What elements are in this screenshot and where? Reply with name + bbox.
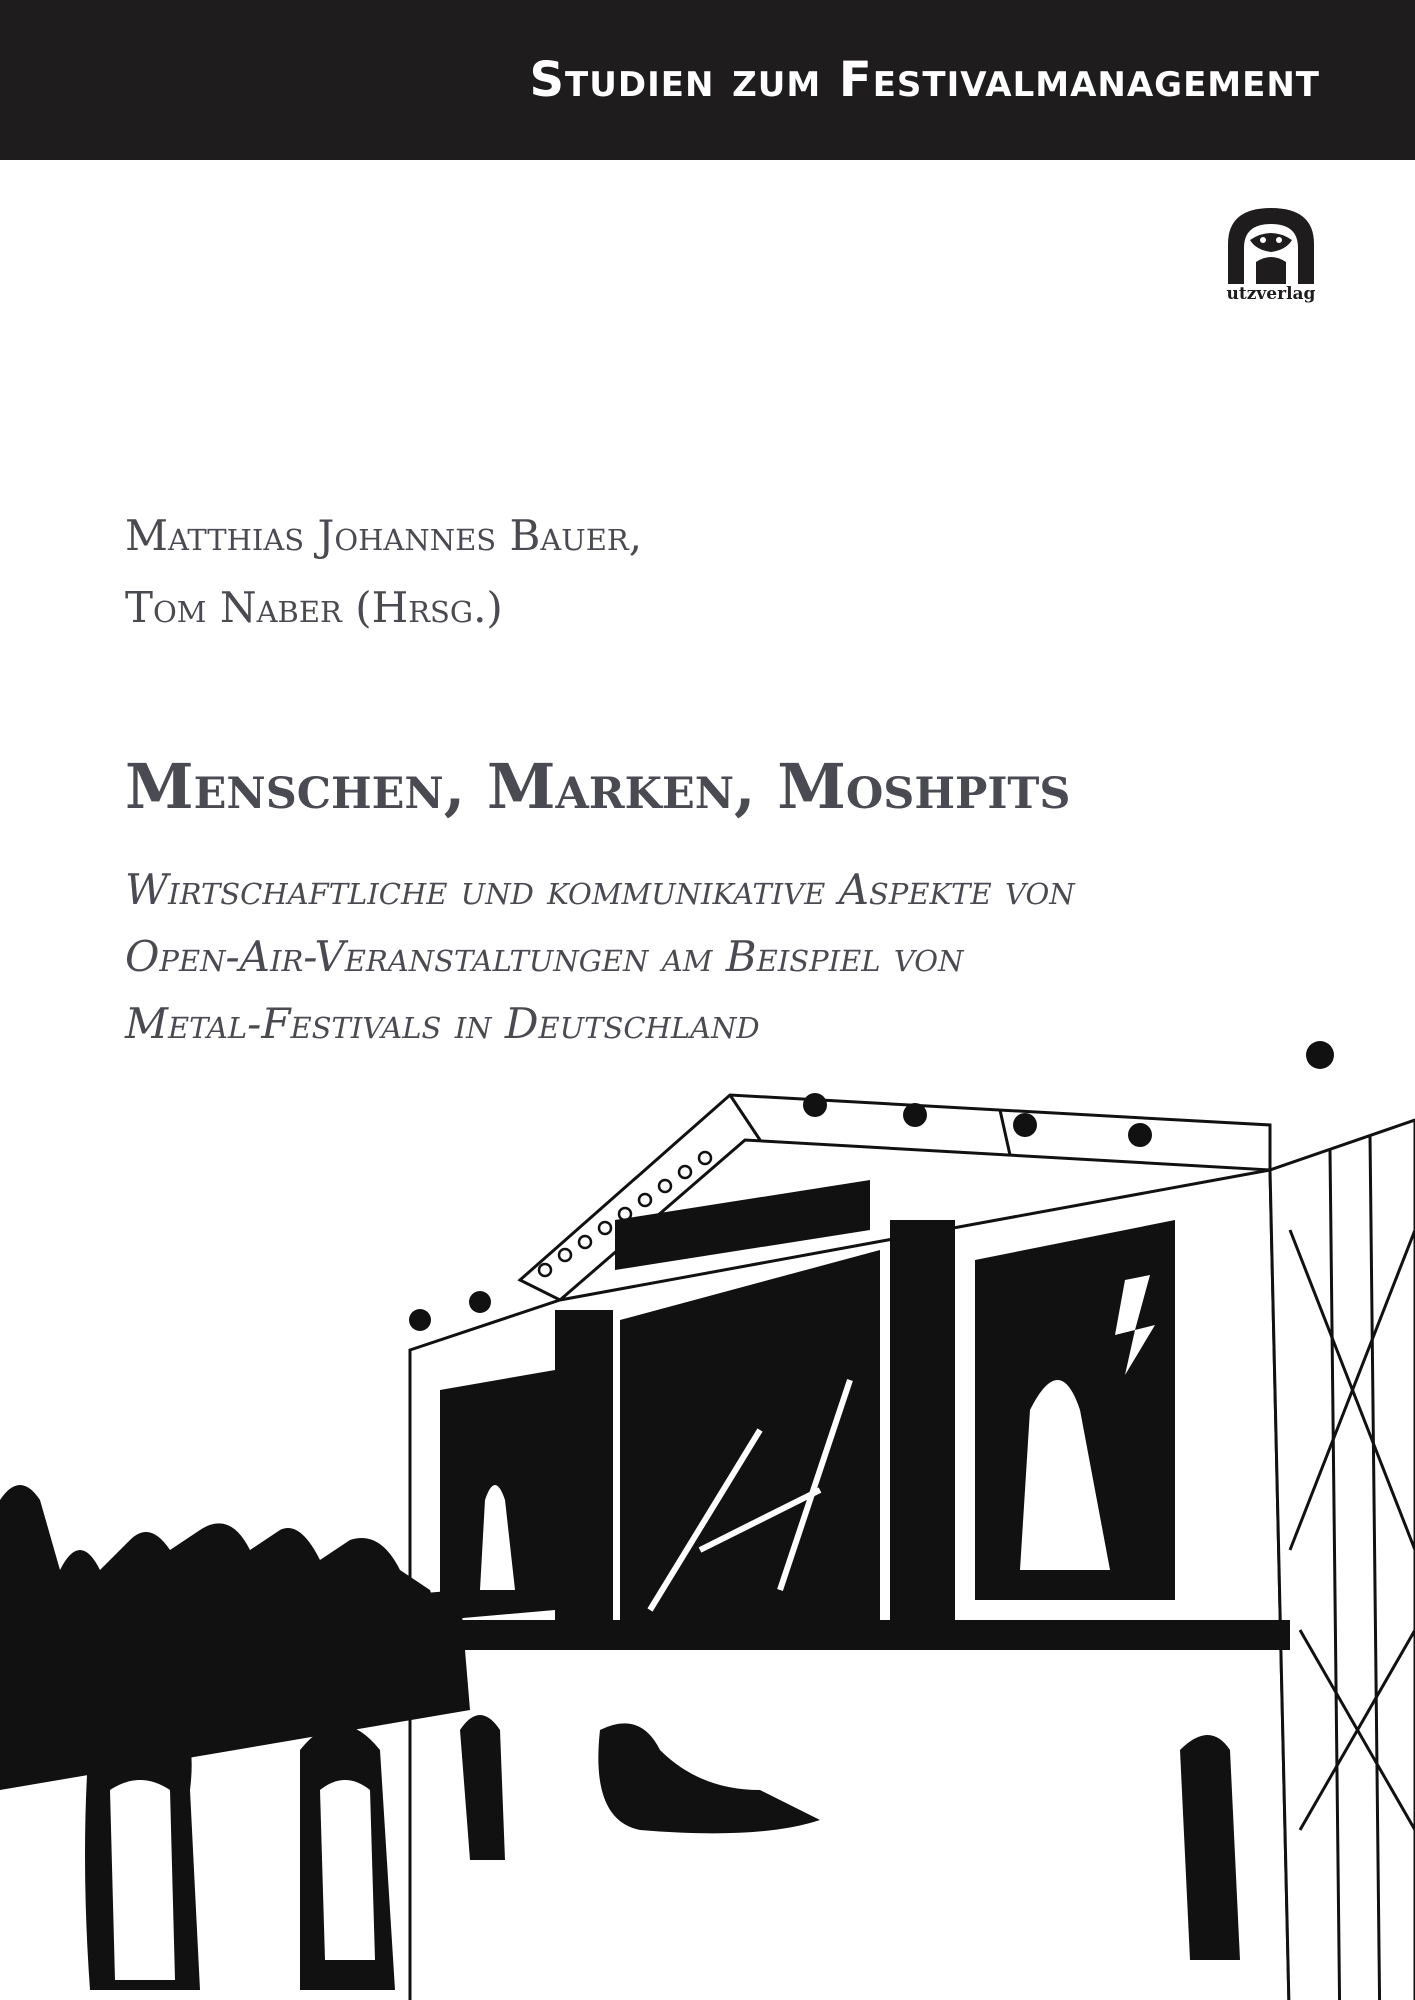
series-band xyxy=(0,0,1415,160)
festival-stage-illustration xyxy=(0,1030,1415,2000)
publisher-logo xyxy=(1216,204,1326,308)
publisher-name: utzverlag xyxy=(1226,284,1316,304)
book-title: Menschen, Marken, Moshpits xyxy=(125,750,1071,823)
author-list xyxy=(125,500,642,644)
author-line: Tom Naber (Hrsg.) xyxy=(125,583,503,632)
badger-arch-icon xyxy=(1216,204,1326,286)
book-subtitle xyxy=(125,856,1305,1057)
series-title: Studien zum Festivalmanagement xyxy=(529,52,1320,108)
subtitle-line: Metal-Festivals in Deutschland xyxy=(125,999,760,1048)
author-line: Matthias Johannes Bauer, xyxy=(125,511,643,560)
subtitle-line: Open-Air-Veranstaltungen am Beispiel von xyxy=(125,932,964,981)
subtitle-line: Wirtschaftliche und kommunikative Aspekte von xyxy=(125,865,1075,914)
